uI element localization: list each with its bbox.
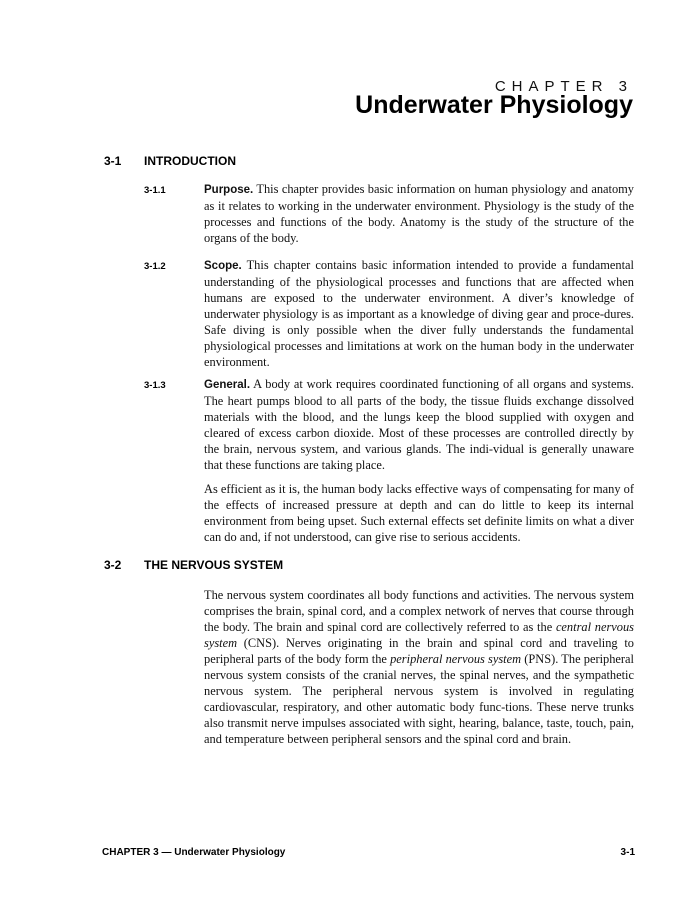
emphasis-term: central nervous system xyxy=(204,620,634,650)
footer-chapter-title: CHAPTER 3 — Underwater Physiology xyxy=(102,847,286,858)
chapter-title: Underwater Physiology xyxy=(355,91,633,119)
paragraph-lead: General. xyxy=(204,379,251,391)
paragraph-scope xyxy=(204,257,634,370)
paragraph-text: This chapter contains basic information intended to provide a fundamental understanding of the physiological processes and functions that are affected when humans are exposed to the underwater environment. A diver’s knowledge of underwater physiology is as important as a knowledge of diving gear and proce-dures. Safe diving is only possible when the diver fully understands the fundamental physiological processes and limitations at work on the human body in the underwater environment. xyxy=(204,258,634,369)
section-number: 3-2 xyxy=(104,558,122,572)
section-title: THE NERVOUS SYSTEM xyxy=(144,558,284,572)
section-title: INTRODUCTION xyxy=(144,154,236,168)
subsection-number: 3-1.3 xyxy=(144,380,166,391)
paragraph-lead: Purpose. xyxy=(204,184,254,196)
subsection-number: 3-1.1 xyxy=(144,185,166,196)
paragraph-nervous-system xyxy=(204,587,634,747)
paragraph-purpose xyxy=(204,181,634,246)
emphasis-term: peripheral nervous system xyxy=(390,652,522,666)
paragraph-text: (PNS). The peripheral nervous system consists of the cranial nerves, the spinal nerves, and the sympathetic nervous system. The peripheral nervous system is involved in regulating cardiovascular, respiratory, and other automatic body func-tions. These nerve trunks also transmit nerve impulses associated with sight, hearing, balance, taste, touch, pain, and temperature between peripheral sensors and the spinal cord and brain. xyxy=(204,652,634,746)
paragraph-text: This chapter provides basic information on human physiology and anatomy as it relates to working in the underwater environment. Physiology is the study of the processes and functions of the body. Anatomy is the study of the structure of the organs of the body. xyxy=(204,182,634,245)
paragraph-general xyxy=(204,376,634,473)
footer-page-number: 3-1 xyxy=(620,847,635,858)
paragraph-general-continued: As efficient as it is, the human body lacks effective ways of compensating for many of the effects of increased pressure at depth and can do little to keep its internal environment from being upset. Such external effects set definite limits on what a diver can do and, if not understood, can give rise to serious accidents. xyxy=(204,482,634,544)
paragraph-text: A body at work requires coordinated functioning of all organs and systems. The heart pumps blood to all parts of the body, the tissue fluids exchange dissolved materials with the blood, and the lungs keep the blood supplied with oxygen and cleared of excess carbon dioxide. Most of these processes are controlled directly by the brain, nervous system, and various glands. The indi-vidual is generally unaware that these functions are taking place. xyxy=(204,377,634,472)
subsection-number: 3-1.2 xyxy=(144,261,166,272)
section-number: 3-1 xyxy=(104,154,122,168)
chapter-label: CHAPTER 3 xyxy=(494,78,633,95)
paragraph-lead: Scope. xyxy=(204,260,242,272)
paragraph-text: The nervous system coordinates all body functions and activities. The nervous system comprises the brain, spinal cord, and a complex network of nerves that course through the body. The brain and spinal cord are collectively referred to as the xyxy=(204,588,634,634)
paragraph-text: (CNS). Nerves originating in the brain and spinal cord and traveling to peripheral parts of the body form the xyxy=(204,636,634,666)
